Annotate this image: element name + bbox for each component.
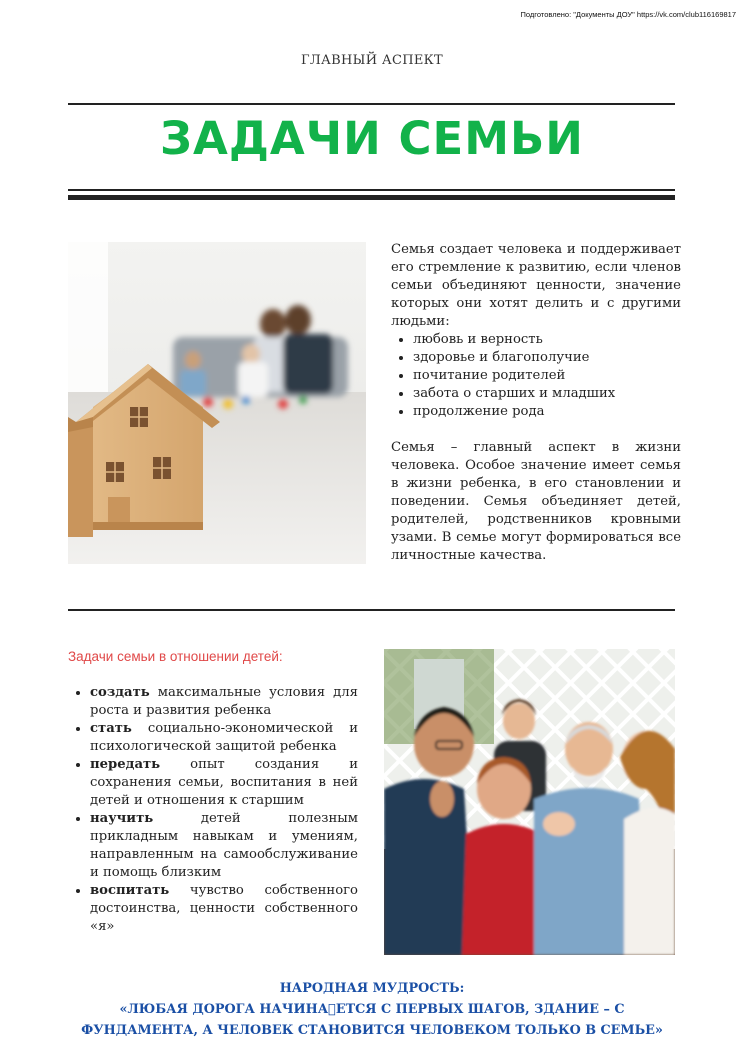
house-family-photo (68, 242, 366, 564)
list-item: • здоровье и благополучие (413, 349, 681, 367)
wisdom-heading: НАРОДНАЯ МУДРОСТЬ: (279, 981, 465, 996)
intro-text (391, 241, 681, 565)
section-label: ГЛАВНЫЙ АСПЕКТ (300, 53, 443, 68)
section-rule (68, 609, 675, 611)
task-text: чувство собственного достоинства, ценности собственного «я» (90, 883, 358, 934)
family-group-photo (384, 649, 675, 955)
tasks-list (72, 684, 358, 936)
task-text: максимальные условия для роста и развития ребенка (90, 685, 358, 718)
task-text: детей полезным прикладным навыкам и умениям, направленным на самообслуживание и помощь близким (90, 811, 358, 880)
title-rule-thick (68, 195, 675, 200)
intro-paragraph: Семья – главный аспект в жизни человека. Особое значение имеет семья в жизни ребенка, в его становлении и поведении. Семья объединяет детей, родителей, родственников кровными узами. В семье могут формироваться все личностные качества. (391, 440, 681, 563)
values-list (391, 331, 681, 421)
page-title: ЗАДАЧИ СЕМЬИ (160, 112, 584, 165)
task-text: социально-экономической и психологической защитой ребенка (90, 721, 358, 754)
list-item (90, 756, 358, 810)
intro-lead: Семья создает человека и поддерживает его стремление к развитию, если членов семьи объединяют ценности, значение которых они хотят делить и с другими людьми: (391, 242, 681, 329)
task-verb: стать (90, 721, 132, 736)
credit-line: Подготовлено: "Документы ДОУ" https://vk.com/club116169817 (520, 10, 736, 19)
wisdom-quote-line1: «ЛЮБАЯ ДОРОГА НАЧИНА ЕТСЯ С ПЕРВЫХ ШАГОВ, ЗДАНИЕ – С (119, 1002, 625, 1017)
top-rule (68, 103, 675, 105)
list-item: • продолжение рода (413, 403, 681, 421)
list-item (90, 882, 358, 936)
list-item: • почитание родителей (413, 367, 681, 385)
task-verb: научить (90, 811, 154, 826)
list-item: • забота о старших и младших (413, 385, 681, 403)
list-item (90, 684, 358, 720)
task-verb: воспитать (90, 883, 170, 898)
task-text: опыт создания и сохранения семьи, воспитания в ней детей и отношения к старшим (90, 757, 358, 808)
tasks-heading: Задачи семьи в отношении детей: (68, 649, 283, 664)
title-rule-thin (68, 189, 675, 191)
wisdom-quote-line2: ФУНДАМЕНТА, А ЧЕЛОВЕК СТАНОВИТСЯ ЧЕЛОВЕКОМ ТОЛЬКО В СЕМЬЕ» (81, 1023, 663, 1038)
task-verb: создать (90, 685, 150, 700)
list-item (90, 720, 358, 756)
folk-wisdom (0, 978, 744, 1041)
list-item (90, 810, 358, 882)
task-verb: передать (90, 757, 161, 772)
list-item: • любовь и верность (413, 331, 681, 349)
